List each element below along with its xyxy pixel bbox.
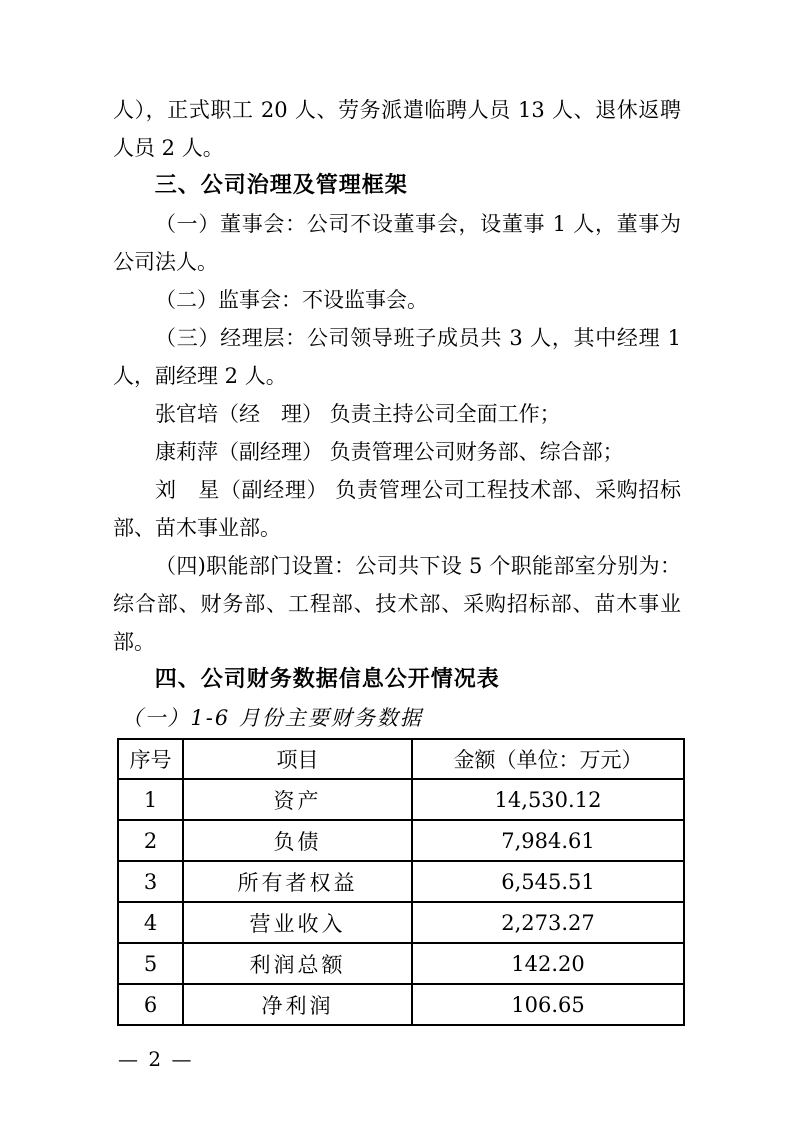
paragraph-departments: （四)职能部门设置：公司共下设 5 个职能部室分别为：综合部、财务部、工程部、技术部、采购招标部、苗木事业部。 [113,554,681,654]
cell-seq: 6 [118,984,183,1025]
cell-item: 净利润 [183,984,412,1025]
cell-seq: 4 [118,902,183,943]
cell-amount: 142.20 [412,943,684,984]
paragraph-deputy-kang: 康莉萍（副经理） 负责管理公司财务部、综合部； [155,440,624,464]
cell-item: 营业收入 [183,902,412,943]
cell-amount: 106.65 [412,984,684,1025]
cell-seq: 5 [118,943,183,984]
header-seq: 序号 [118,739,183,779]
table-row [118,902,684,943]
table-row [118,820,684,861]
paragraph-manager-zhang: 张官培（经 理） 负责主持公司全面工作； [155,402,561,426]
table-row [118,943,684,984]
paragraph-staff-counts: 人），正式职工 20 人、劳务派遣临聘人员 13 人、退休返聘人员 2 人。 [113,98,681,160]
cell-seq: 3 [118,861,183,902]
heading-section-3-governance: 三、公司治理及管理框架 [154,173,408,198]
cell-seq: 2 [118,820,183,861]
heading-section-4-financial-disclosure: 四、公司财务数据信息公开情况表 [154,667,500,692]
paragraph-board-of-directors: （一）董事会：公司不设董事会，设董事 1 人，董事为公司法人。 [113,212,681,274]
table-row [118,984,684,1025]
cell-amount: 6,545.51 [412,861,684,902]
cell-amount: 7,984.61 [412,820,684,861]
table-row [118,861,684,902]
subtitle-jan-jun-financial-data: （一）1-6 月份主要财务数据 [121,706,423,730]
cell-item: 资产 [183,779,412,820]
cell-item: 所有者权益 [183,861,412,902]
document-content [113,91,681,1071]
cell-seq: 1 [118,779,183,820]
table-header-row [118,739,684,779]
paragraph-deputy-liu: 刘 星（副经理） 负责管理公司工程技术部、采购招标部、苗木事业部。 [113,478,681,540]
header-amount: 金额（单位：万元） [412,739,684,779]
paragraph-management-team: （三）经理层：公司领导班子成员共 3 人，其中经理 1 人，副经理 2 人。 [113,326,681,388]
cell-amount: 2,273.27 [412,902,684,943]
cell-item: 负债 [183,820,412,861]
header-item: 项目 [183,739,412,779]
cell-amount: 14,530.12 [412,779,684,820]
table-row [118,779,684,820]
paragraph-supervisory-board: （二）监事会：不设监事会。 [155,288,428,312]
financial-data-table [117,738,685,1026]
cell-item: 利润总额 [183,943,412,984]
page-number: — 2 — [118,1047,194,1071]
